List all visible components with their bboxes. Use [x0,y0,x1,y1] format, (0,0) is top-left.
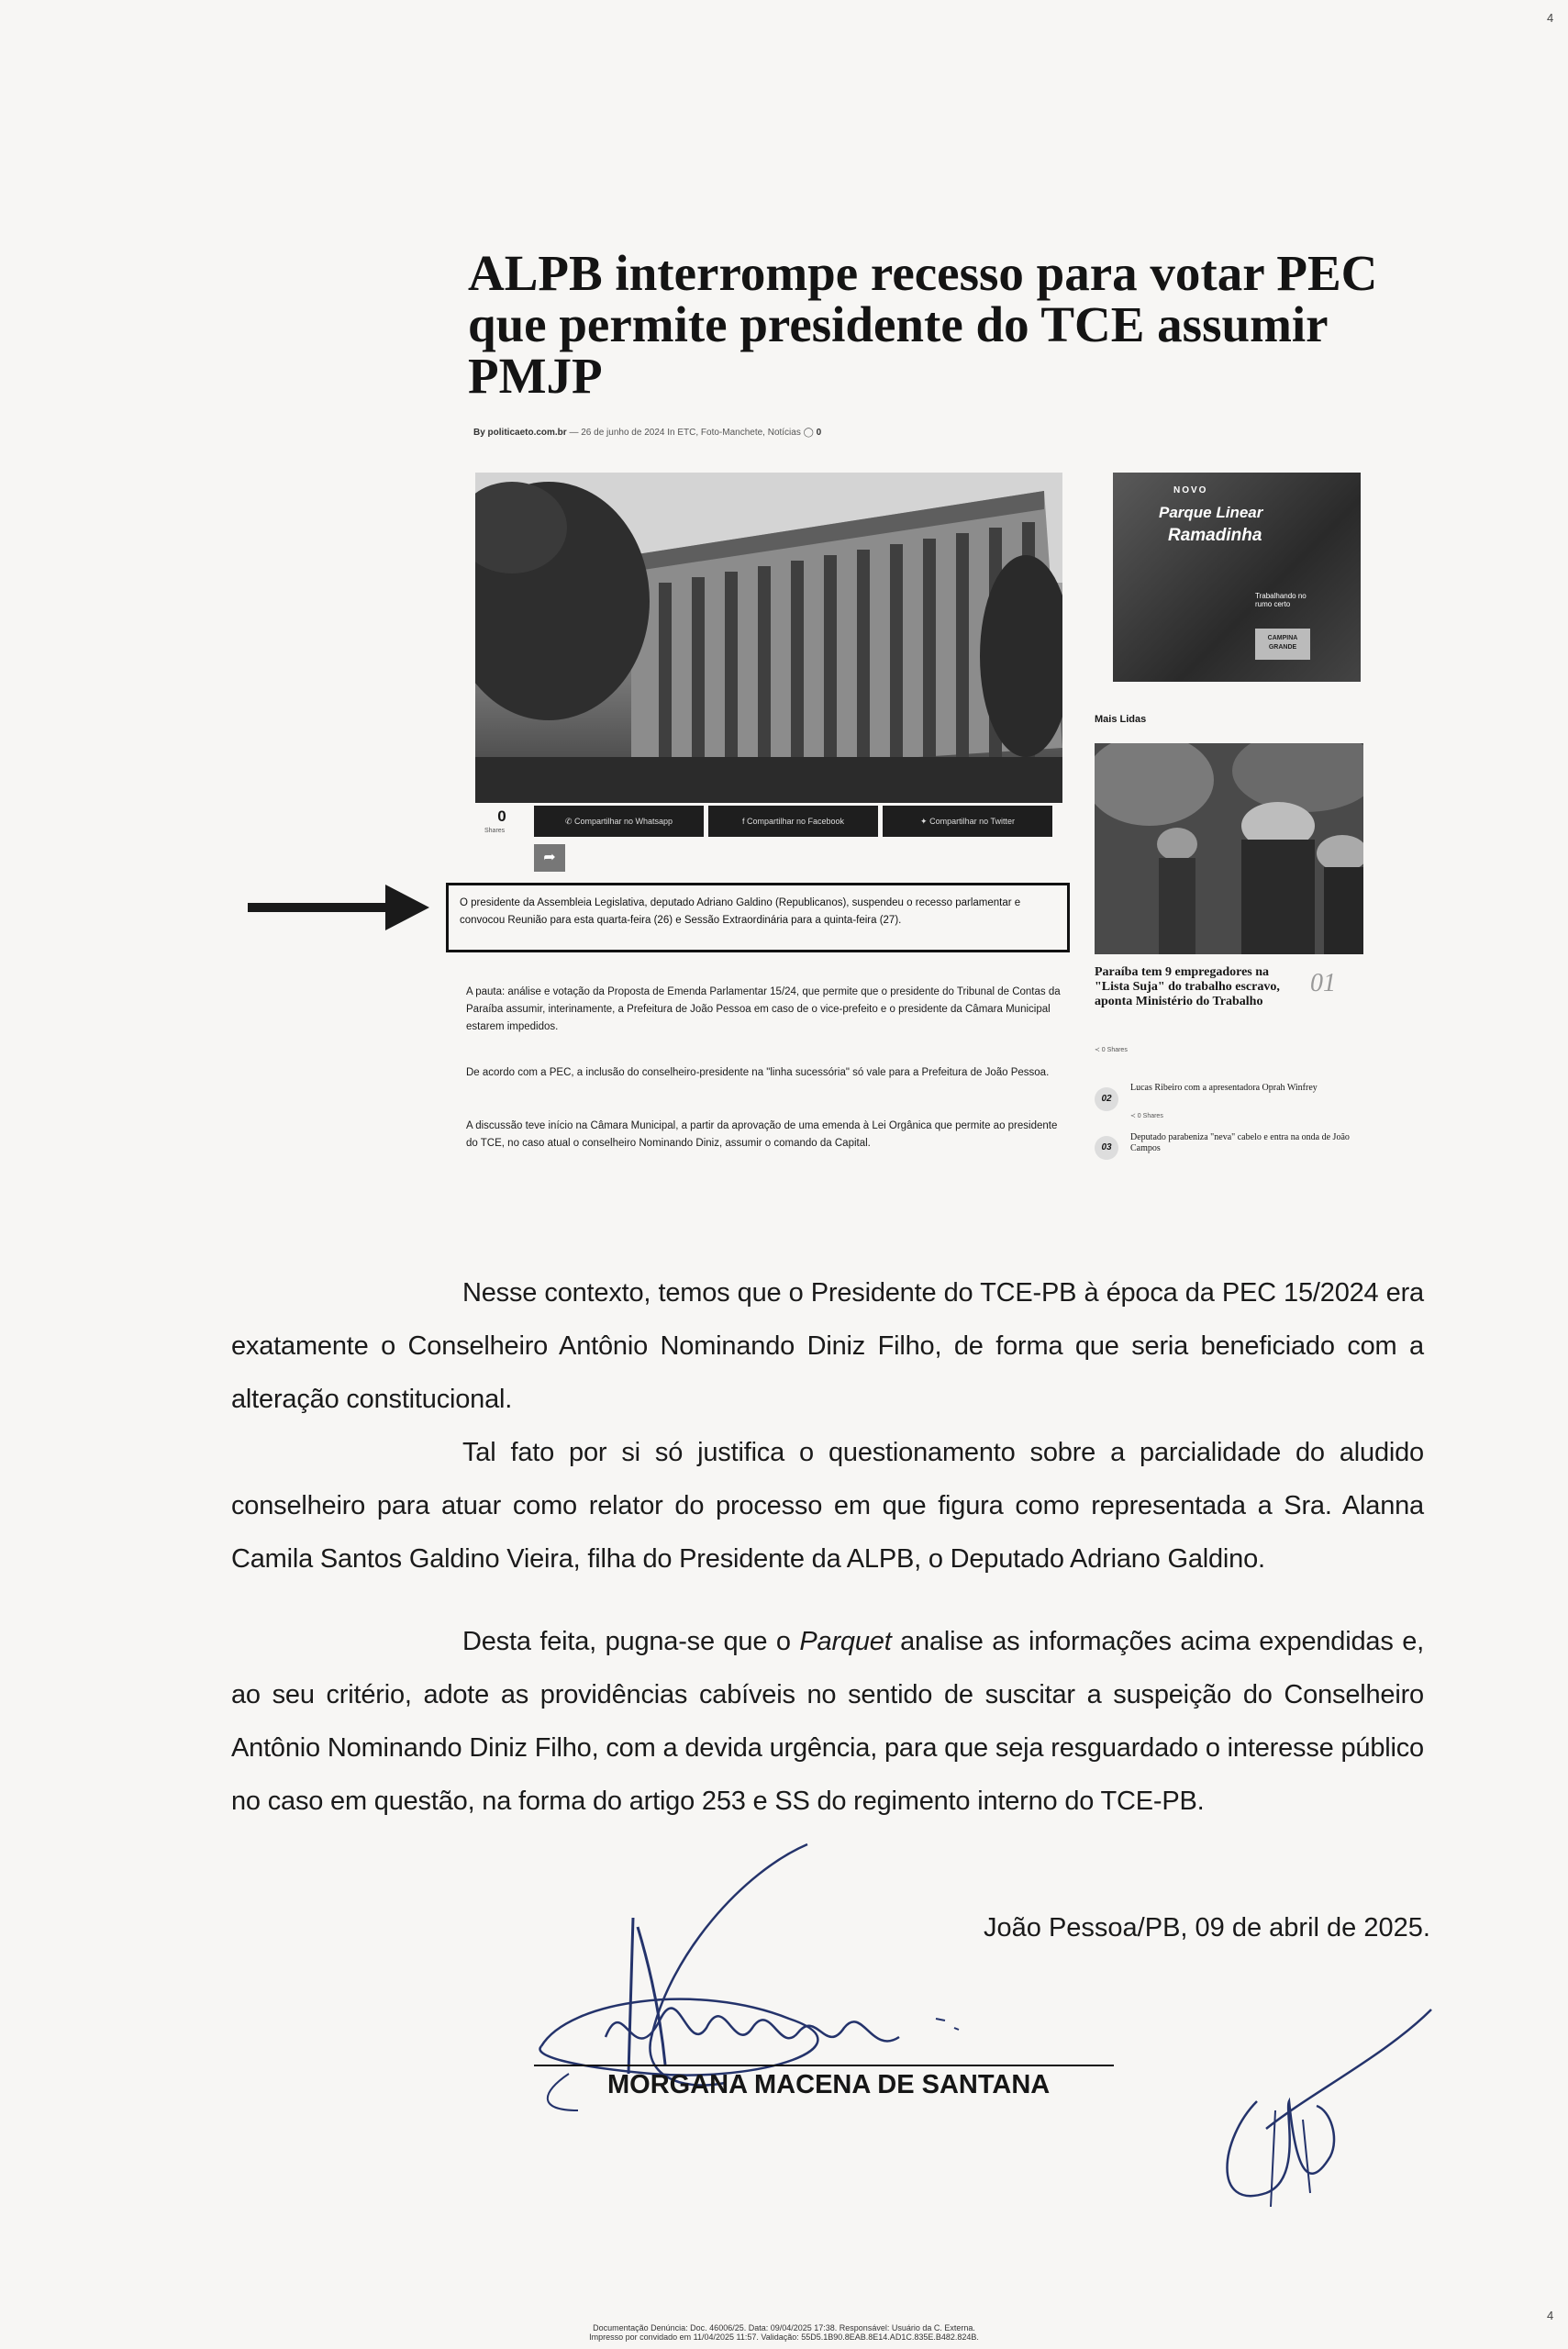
most-read-photo [1095,743,1363,954]
most-read-heading: Mais Lidas [1095,714,1147,725]
most-read-item-3[interactable]: Deputado parabeniza "neva" cabelo e entra na onda de João Campos [1130,1132,1350,1153]
share-facebook-button[interactable] [708,806,878,837]
ad-logo: CAMPINA GRANDE [1255,629,1310,660]
letter-paragraph-1 [231,1266,1424,1426]
initials-signature [1202,2000,1440,2230]
ad-title-line2: Ramadinha [1168,526,1262,545]
ad-slogan: Trabalhando no rumo certo [1255,592,1307,608]
building-illustration [475,473,1062,803]
meta-category: In ETC, Foto-Manchete, Notícias [667,428,801,438]
signature-line [534,2065,1114,2066]
article-paragraph-3: A discussão teve início na Câmara Municipal, a partir da aprovação de uma emenda à Lei Orgânica que permite ao presidente do TCE, no caso atual o conselheiro Nominando Diniz, assumir o comando da Capital. [466,1120,1058,1149]
most-read-rank-1: 01 [1310,969,1336,997]
share-count: 0 [497,807,506,825]
parquet-term: Parquet [799,1627,892,1656]
workers-illustration [1095,743,1363,954]
letter-paragraph-3-text: analise as informações acima expendidas e, ao seu critério, adote as providências cabíveis no sentido de suscitar a suspeição do Conselheiro Antônio Nominando Diniz Filho, com a devida urgência, para que seja resguardado o interesse público no caso em questão, na forma do artigo 253 e SS do regimento interno do TCE-PB. [231,1627,1424,1816]
footer-line-1: Documentação Denúncia: Doc. 46006/25. Data: 09/04/2025 17:38. Responsável: Usuário da C. Externa. [593,2323,975,2332]
document-footer [0,2323,1568,2342]
article-screenshot [460,245,1385,1211]
facebook-icon: f [741,817,747,826]
article-headline: ALPB interrompe recesso para votar PEC que permite presidente do TCE assumir PMJP [468,245,1378,404]
signature-morgana [514,1835,1028,2147]
page-number-top: 4 [1547,11,1554,25]
ad-tag: NOVO [1173,485,1208,495]
highlighted-paragraph: O presidente da Assembleia Legislativa, deputado Adriano Galdino (Republicanos), suspendeu o recesso parlamentar e convocou Reunião para esta quarta-feira (26) e Sessão Extraordinária para a quinta-feira (27). [446,883,1070,952]
most-read-rank-3: 03 [1095,1136,1118,1160]
letter-paragraph-3-lead: Desta feita, pugna-se que o [462,1627,800,1656]
most-read-top-title[interactable]: Paraíba tem 9 empregadores na "Lista Suja" do trabalho escravo, aponta Ministério do Trabalho [1095,965,1280,1008]
share-twitter-button[interactable] [883,806,1052,837]
share-more-icon[interactable]: ➦ [534,844,565,872]
meta-comments: 0 [816,428,822,438]
footer-line-2: Impresso por convidado em 11/04/2025 11:57. Validação: 55D5.1B90.8EAB.8E14.AD1C.835E.B482.824B. [589,2332,979,2342]
building-photo [475,473,1062,803]
twitter-label: Compartilhar no Twitter [929,817,1015,826]
most-read-item-2[interactable]: Lucas Ribeiro com a apresentadora Oprah Winfrey [1130,1083,1318,1093]
twitter-icon: ✦ [920,817,930,826]
signer-name: MORGANA MACENA DE SANTANA [607,2070,1051,2099]
letter-paragraph-2 [231,1426,1424,1586]
comment-icon: ◯ [803,428,814,438]
letter-paragraph-1-text: Nesse contexto, temos que o Presidente do TCE-PB à época da PEC 15/2024 era exatamente o Conselheiro Antônio Nominando Diniz Filho, de forma que seria beneficiado com a alteração constitucional. [231,1278,1424,1414]
share-whatsapp-button[interactable] [534,806,704,837]
article-paragraph-1: A pauta: análise e votação da Proposta de Emenda Parlamentar 15/24, que permite que o presidente do Tribunal de Contas da Paraíba assumir, interinamente, a Prefeitura de João Pessoa em caso de o vice-prefeito e o presidente da Câmara Municipal estarem impedidos. [466,986,1061,1032]
ad-title-line1: Parque Linear [1159,504,1263,521]
most-read-rank-2: 02 [1095,1087,1118,1111]
pointer-arrow-icon [248,881,429,936]
page-number-bottom: 4 [1547,2309,1554,2322]
most-read-top-share: ≺ 0 Shares [1095,1047,1128,1053]
article-paragraph-2: De acordo com a PEC, a inclusão do conselheiro-presidente na "linha sucessória" só vale para a Prefeitura de João Pessoa. [466,1067,1050,1078]
share-count-label: Shares [484,828,506,834]
meta-author: By politicaeto.com.br [473,428,567,438]
letter-paragraph-3 [231,1615,1424,1828]
ad-banner[interactable] [1113,473,1361,682]
article-meta [473,428,821,438]
whatsapp-label: Compartilhar no Whatsapp [573,817,673,826]
place-and-date: João Pessoa/PB, 09 de abril de 2025. [984,1913,1430,1943]
meta-date: — 26 de junho de 2024 [569,428,665,438]
whatsapp-icon: ✆ [564,817,574,826]
facebook-label: Compartilhar no Facebook [746,817,845,826]
most-read-item-2-share: ≺ 0 Shares [1130,1113,1163,1119]
letter-paragraph-2-text: Tal fato por si só justifica o questionamento sobre a parcialidade do aludido conselheiro para atuar como relator do processo em que figura como representada a Sra. Alanna Camila Santos Galdino Vieira, filha do Presidente da ALPB, o Deputado Adriano Galdino. [231,1438,1424,1574]
